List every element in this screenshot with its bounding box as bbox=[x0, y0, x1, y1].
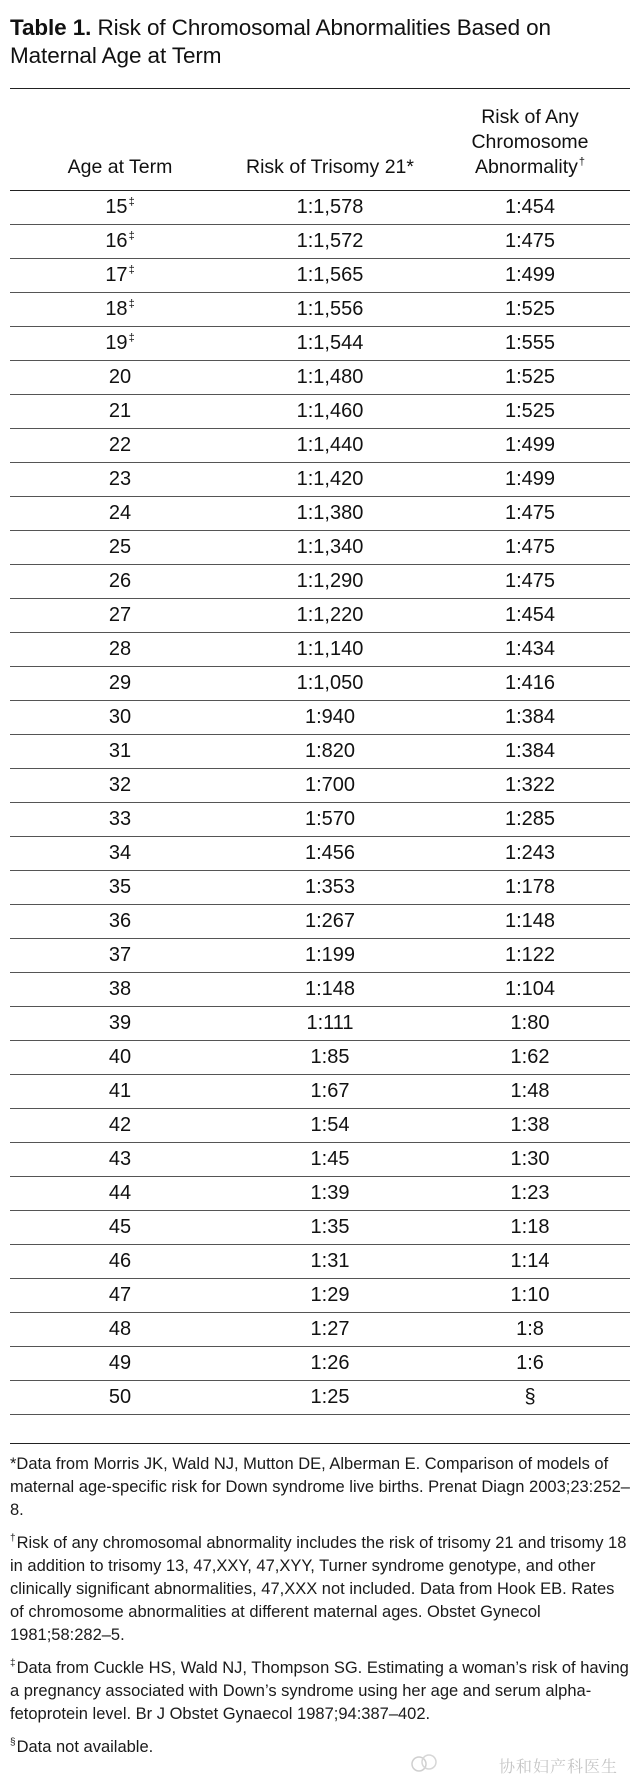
age-cell: 48 bbox=[108, 1318, 132, 1340]
any-abnormality-risk-cell: 1:104 bbox=[504, 978, 556, 1000]
table-row bbox=[10, 939, 630, 973]
age-cell: 34 bbox=[108, 842, 132, 864]
age-cell: 23 bbox=[108, 468, 132, 490]
any-abnormality-risk-cell: 1:525 bbox=[504, 298, 556, 320]
trisomy-risk-cell: 1:1,460 bbox=[296, 400, 364, 422]
top-rule bbox=[10, 88, 630, 89]
table-row bbox=[10, 1211, 630, 1245]
any-abnormality-risk-cell: 1:384 bbox=[504, 706, 556, 728]
any-abnormality-risk-cell: 1:23 bbox=[510, 1182, 550, 1204]
watermark-logo-icon bbox=[410, 1752, 440, 1774]
any-abnormality-risk-cell: 1:475 bbox=[504, 570, 556, 592]
trisomy-risk-cell: 1:267 bbox=[304, 910, 356, 932]
column-header-age: Age at Term bbox=[67, 156, 173, 178]
table-row bbox=[10, 463, 630, 497]
age-cell: 20 bbox=[108, 366, 132, 388]
trisomy-risk-cell: 1:1,578 bbox=[296, 196, 364, 218]
age-cell: 15‡ bbox=[105, 196, 135, 218]
trisomy-risk-cell: 1:26 bbox=[310, 1352, 350, 1374]
footnote-marker: § bbox=[10, 1737, 16, 1748]
table-row bbox=[10, 497, 630, 531]
footnote: *Data from Morris JK, Wald NJ, Mutton DE, Alberman E. Comparison of models of maternal age-specific risk for Down syndrome live births. Prenat Diagn 2003;23:252–8. bbox=[10, 1455, 630, 1519]
trisomy-risk-cell: 1:31 bbox=[310, 1250, 350, 1272]
trisomy-risk-cell: 1:1,556 bbox=[296, 298, 364, 320]
table-row bbox=[10, 905, 630, 939]
age-cell: 45 bbox=[108, 1216, 132, 1238]
trisomy-risk-cell: 1:820 bbox=[304, 740, 356, 762]
any-abnormality-risk-cell: 1:148 bbox=[504, 910, 556, 932]
table-body bbox=[10, 191, 630, 1415]
trisomy-risk-cell: 1:1,420 bbox=[296, 468, 364, 490]
footnote-marker: ‡ bbox=[128, 196, 135, 208]
table-row bbox=[10, 599, 630, 633]
age-cell: 47 bbox=[108, 1284, 132, 1306]
table-row bbox=[10, 191, 630, 225]
any-abnormality-risk-cell: 1:499 bbox=[504, 468, 556, 490]
age-cell: 32 bbox=[108, 774, 132, 796]
table-row bbox=[10, 361, 630, 395]
any-abnormality-risk-cell: 1:525 bbox=[504, 400, 556, 422]
any-abnormality-risk-cell: 1:6 bbox=[516, 1352, 544, 1374]
trisomy-risk-cell: 1:1,140 bbox=[296, 638, 364, 660]
table-row bbox=[10, 225, 630, 259]
age-cell: 26 bbox=[108, 570, 132, 592]
table-row bbox=[10, 973, 630, 1007]
trisomy-risk-cell: 1:54 bbox=[310, 1114, 350, 1136]
column-header-trisomy: Risk of Trisomy 21* bbox=[246, 156, 414, 178]
footnote-marker: ‡ bbox=[128, 264, 135, 276]
table-row bbox=[10, 633, 630, 667]
table-row bbox=[10, 1313, 630, 1347]
footnote: ‡Data from Cuckle HS, Wald NJ, Thompson SG. Estimating a woman’s risk of having a pregnancy associated with Down’s syndrome using her age and serum alpha-fetoprotein level. Br J Obstet Gynaecol 1987;94:387–402. bbox=[10, 1658, 629, 1723]
any-abnormality-risk-cell: 1:14 bbox=[510, 1250, 550, 1272]
any-abnormality-risk-cell: 1:475 bbox=[504, 230, 556, 252]
any-abnormality-risk-cell: 1:38 bbox=[510, 1114, 550, 1136]
trisomy-risk-cell: 1:148 bbox=[304, 978, 356, 1000]
age-cell: 28 bbox=[108, 638, 132, 660]
table-row bbox=[10, 735, 630, 769]
age-cell: 31 bbox=[108, 740, 132, 762]
any-abnormality-risk-cell: 1:8 bbox=[516, 1318, 544, 1340]
trisomy-risk-cell: 1:570 bbox=[304, 808, 356, 830]
trisomy-risk-cell: 1:1,440 bbox=[296, 434, 364, 456]
trisomy-risk-cell: 1:940 bbox=[304, 706, 356, 728]
age-cell: 36 bbox=[108, 910, 132, 932]
trisomy-risk-cell: 1:456 bbox=[304, 842, 356, 864]
age-cell: 39 bbox=[108, 1012, 132, 1034]
age-cell: 35 bbox=[108, 876, 132, 898]
footnote-marker: ‡ bbox=[128, 298, 135, 310]
table-row bbox=[10, 429, 630, 463]
table-row bbox=[10, 327, 630, 361]
any-abnormality-risk-cell: 1:10 bbox=[510, 1284, 550, 1306]
age-cell: 33 bbox=[108, 808, 132, 830]
age-cell: 43 bbox=[108, 1148, 132, 1170]
age-cell: 16‡ bbox=[105, 230, 135, 252]
trisomy-risk-cell: 1:199 bbox=[304, 944, 356, 966]
table-row bbox=[10, 259, 630, 293]
any-abnormality-risk-cell: 1:48 bbox=[510, 1080, 550, 1102]
table-title bbox=[10, 14, 630, 70]
age-cell: 19‡ bbox=[105, 332, 135, 354]
table-row bbox=[10, 1381, 630, 1415]
age-cell: 46 bbox=[108, 1250, 132, 1272]
any-abnormality-risk-cell: § bbox=[524, 1386, 536, 1408]
table-row bbox=[10, 531, 630, 565]
footnote: †Risk of any chromosomal abnormality includes the risk of trisomy 21 and trisomy 18 in addition to trisomy 13, 47,XXY, 47,XYY, Turner syndrome genotype, and other clinically significant abnormalities, 47,XXX not included. Data from Hook EB. Rates of chromosome abnormalities at different maternal ages. Obstet Gynecol 1981;58:282–5. bbox=[10, 1533, 627, 1644]
trisomy-risk-cell: 1:29 bbox=[310, 1284, 350, 1306]
table-row bbox=[10, 1075, 630, 1109]
table-row bbox=[10, 1143, 630, 1177]
table-number: Table 1. bbox=[10, 15, 92, 40]
trisomy-risk-cell: 1:45 bbox=[310, 1148, 350, 1170]
trisomy-risk-cell: 1:1,565 bbox=[296, 264, 364, 286]
age-cell: 22 bbox=[108, 434, 132, 456]
trisomy-risk-cell: 1:1,380 bbox=[296, 502, 364, 524]
trisomy-risk-cell: 1:1,480 bbox=[296, 366, 364, 388]
any-abnormality-risk-cell: 1:243 bbox=[504, 842, 556, 864]
age-cell: 25 bbox=[108, 536, 132, 558]
any-abnormality-risk-cell: 1:30 bbox=[510, 1148, 550, 1170]
trisomy-risk-cell: 1:27 bbox=[310, 1318, 350, 1340]
age-cell: 49 bbox=[108, 1352, 132, 1374]
any-abnormality-risk-cell: 1:499 bbox=[504, 434, 556, 456]
table-row bbox=[10, 1177, 630, 1211]
trisomy-risk-cell: 1:353 bbox=[304, 876, 356, 898]
any-abnormality-risk-cell: 1:80 bbox=[510, 1012, 550, 1034]
trisomy-risk-cell: 1:39 bbox=[310, 1182, 350, 1204]
table-row bbox=[10, 395, 630, 429]
trisomy-risk-cell: 1:67 bbox=[310, 1080, 350, 1102]
footnote-marker: ‡ bbox=[128, 332, 135, 344]
age-cell: 24 bbox=[108, 502, 132, 524]
table-row bbox=[10, 565, 630, 599]
any-abnormality-risk-cell: 1:499 bbox=[504, 264, 556, 286]
footnote-marker: † bbox=[10, 1533, 16, 1544]
age-cell: 44 bbox=[108, 1182, 132, 1204]
any-abnormality-risk-cell: 1:475 bbox=[504, 502, 556, 524]
any-abnormality-risk-cell: 1:555 bbox=[504, 332, 556, 354]
watermark: 协和妇产科医生 bbox=[498, 1757, 618, 1776]
trisomy-risk-cell: 1:25 bbox=[310, 1386, 350, 1408]
table-header bbox=[10, 90, 630, 190]
age-cell: 27 bbox=[108, 604, 132, 626]
any-abnormality-risk-cell: 1:454 bbox=[504, 604, 556, 626]
any-abnormality-risk-cell: 1:454 bbox=[504, 196, 556, 218]
footnotes bbox=[10, 1453, 630, 1769]
trisomy-risk-cell: 1:1,544 bbox=[296, 332, 364, 354]
bottom-rule bbox=[10, 1443, 630, 1444]
table-row bbox=[10, 1347, 630, 1381]
any-abnormality-risk-cell: 1:416 bbox=[504, 672, 556, 694]
trisomy-risk-cell: 1:35 bbox=[310, 1216, 350, 1238]
trisomy-risk-cell: 1:1,340 bbox=[296, 536, 364, 558]
table-row bbox=[10, 1109, 630, 1143]
table-row bbox=[10, 837, 630, 871]
trisomy-risk-cell: 1:1,220 bbox=[296, 604, 364, 626]
any-abnormality-risk-cell: 1:384 bbox=[504, 740, 556, 762]
any-abnormality-risk-cell: 1:18 bbox=[510, 1216, 550, 1238]
trisomy-risk-cell: 1:85 bbox=[310, 1046, 350, 1068]
any-abnormality-risk-cell: 1:434 bbox=[504, 638, 556, 660]
any-abnormality-risk-cell: 1:285 bbox=[504, 808, 556, 830]
table-row bbox=[10, 293, 630, 327]
age-cell: 37 bbox=[108, 944, 132, 966]
table-row bbox=[10, 769, 630, 803]
age-cell: 41 bbox=[108, 1080, 132, 1102]
age-cell: 18‡ bbox=[105, 298, 135, 320]
table-row bbox=[10, 871, 630, 905]
age-cell: 17‡ bbox=[105, 264, 135, 286]
any-abnormality-risk-cell: 1:525 bbox=[504, 366, 556, 388]
age-cell: 30 bbox=[108, 706, 132, 728]
table-row bbox=[10, 1041, 630, 1075]
trisomy-risk-cell: 1:1,572 bbox=[296, 230, 364, 252]
footnote: §Data not available. bbox=[10, 1737, 154, 1756]
table-row bbox=[10, 1279, 630, 1313]
age-cell: 21 bbox=[108, 400, 132, 422]
table-row bbox=[10, 1007, 630, 1041]
any-abnormality-risk-cell: 1:178 bbox=[504, 876, 556, 898]
table-row bbox=[10, 1245, 630, 1279]
age-cell: 50 bbox=[108, 1386, 132, 1408]
column-header-any-abnormality: Risk of Any Chromosome Abnormality† bbox=[471, 106, 589, 178]
age-cell: 42 bbox=[108, 1114, 132, 1136]
any-abnormality-risk-cell: 1:475 bbox=[504, 536, 556, 558]
trisomy-risk-cell: 1:111 bbox=[306, 1012, 354, 1034]
table-title-text: Risk of Chromosomal Abnormalities Based on Maternal Age at Term bbox=[10, 15, 551, 68]
age-cell: 38 bbox=[108, 978, 132, 1000]
trisomy-risk-cell: 1:700 bbox=[304, 774, 356, 796]
table-row bbox=[10, 667, 630, 701]
age-cell: 29 bbox=[108, 672, 132, 694]
table-row bbox=[10, 803, 630, 837]
any-abnormality-risk-cell: 1:322 bbox=[504, 774, 556, 796]
trisomy-risk-cell: 1:1,290 bbox=[296, 570, 364, 592]
age-cell: 40 bbox=[108, 1046, 132, 1068]
footnote-marker: ‡ bbox=[128, 230, 135, 242]
any-abnormality-risk-cell: 1:62 bbox=[510, 1046, 550, 1068]
table-row bbox=[10, 701, 630, 735]
footnote-marker: ‡ bbox=[10, 1658, 16, 1669]
trisomy-risk-cell: 1:1,050 bbox=[296, 672, 364, 694]
any-abnormality-risk-cell: 1:122 bbox=[504, 944, 556, 966]
